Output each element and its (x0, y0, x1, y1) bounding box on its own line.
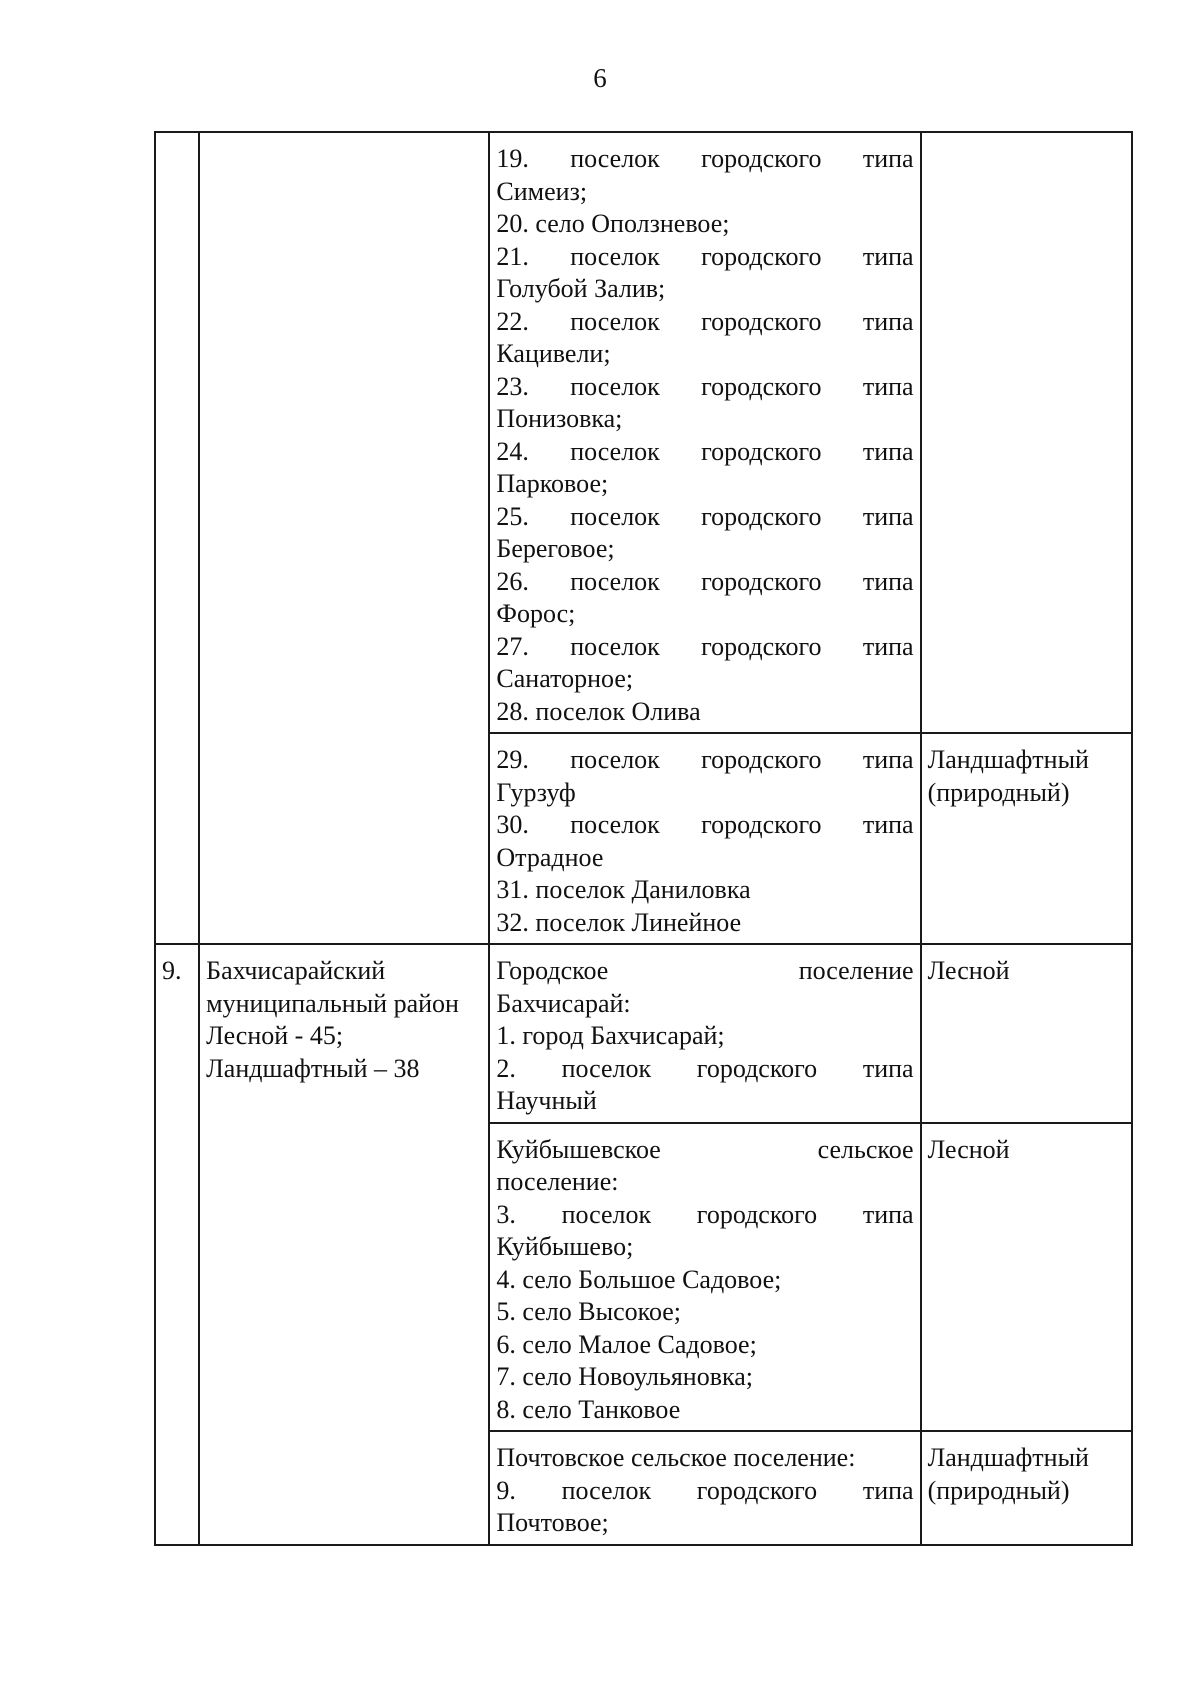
district-cell (199, 132, 489, 944)
page-number: 6 (593, 63, 607, 93)
settlement-line: Городское поселение (496, 956, 914, 985)
settlement-line: Форос; (496, 599, 576, 628)
settlement-line: 23. поселок городского типа (496, 371, 914, 401)
table-row (155, 944, 1132, 1123)
zone-type-cell (921, 733, 1132, 944)
settlements-cell (489, 944, 920, 1123)
settlement-line: 27. поселок городского типа (496, 631, 914, 661)
settlement-line: 31. поселок Даниловка (496, 875, 751, 904)
settlement-line: 26. поселок городского типа (496, 566, 914, 596)
settlement-line: 21. поселок городского типа (496, 241, 914, 271)
settlement-line: 1. город Бахчисарай; (496, 1021, 725, 1050)
settlement-line: Почтовское сельское поселение: (496, 1443, 856, 1472)
settlement-line: Голубой Залив; (496, 274, 666, 303)
settlements-cell (489, 733, 920, 944)
settlement-line: 25. поселок городского типа (496, 501, 914, 531)
settlement-line: поселение: (496, 1167, 619, 1196)
settlement-line: 3. поселок городского типа (496, 1199, 914, 1229)
settlement-line: 32. поселок Линейное (496, 907, 742, 937)
district-line: Бахчисарайский (206, 956, 386, 985)
settlement-line: Береговое; (496, 534, 615, 563)
district-line: Ландшафтный – 38 (206, 1053, 420, 1083)
zone-type-line: (природный) (927, 1475, 1070, 1505)
settlement-line: 2. поселок городского типа (496, 1053, 914, 1083)
settlement-line: Почтовое; (496, 1508, 609, 1537)
zone-type-line: Лесной (927, 956, 1010, 985)
settlement-line: 20. село Оползневое; (496, 209, 730, 238)
settlement-line: 29. поселок городского типа (496, 745, 914, 774)
settlement-line: Понизовка; (496, 404, 623, 433)
settlements-cell (489, 132, 920, 733)
settlement-line: Парковое; (496, 469, 609, 498)
settlement-line: 4. село Большое Садовое; (496, 1264, 782, 1294)
settlement-line: 28. поселок Олива (496, 696, 701, 726)
zone-type-cell (921, 1431, 1132, 1545)
settlement-line: Куйбышевское сельское (496, 1134, 914, 1164)
district-line: Лесной - 45; (206, 1021, 344, 1050)
settlement-line: Бахчисарай: (496, 988, 631, 1018)
zone-type-line: (природный) (927, 777, 1070, 807)
row-number-cell (155, 132, 199, 944)
zone-type-line: Ландшафтный (927, 1443, 1089, 1472)
settlement-line: Куйбышево; (496, 1232, 634, 1261)
zone-type-line: Ландшафтный (927, 745, 1089, 774)
settlement-line: 7. село Новоульяновка; (496, 1362, 754, 1391)
settlement-line: 24. поселок городского типа (496, 436, 914, 466)
zone-type-line: Лесной (927, 1134, 1010, 1164)
zone-type-cell (921, 132, 1132, 733)
settlements-cell (489, 1123, 920, 1432)
table-body (155, 132, 1132, 1545)
settlement-line: Отрадное (496, 842, 604, 872)
settlement-line: 8. село Танковое (496, 1394, 681, 1424)
district-cell (199, 944, 489, 1545)
zone-type-cell (921, 1123, 1132, 1432)
settlements-table (154, 131, 1133, 1546)
district-line: муниципальный район (206, 988, 459, 1018)
settlement-line: Научный (496, 1086, 597, 1115)
settlements-cell (489, 1431, 920, 1545)
settlement-line: Санаторное; (496, 664, 634, 693)
settlement-line: 22. поселок городского типа (496, 306, 914, 336)
settlement-line: 6. село Малое Садовое; (496, 1329, 757, 1359)
settlement-line: 30. поселок городского типа (496, 810, 914, 839)
table-row (155, 132, 1132, 733)
zone-type-cell (921, 944, 1132, 1123)
settlement-line: Симеиз; (496, 176, 588, 206)
settlement-line: 19. поселок городского типа (496, 144, 914, 173)
settlement-line: Кацивели; (496, 339, 611, 368)
settlement-line: 9. поселок городского типа (496, 1475, 914, 1505)
settlement-line: Гурзуф (496, 777, 576, 807)
settlement-line: 5. село Высокое; (496, 1297, 682, 1326)
row-number-cell: 9. (155, 944, 199, 1545)
